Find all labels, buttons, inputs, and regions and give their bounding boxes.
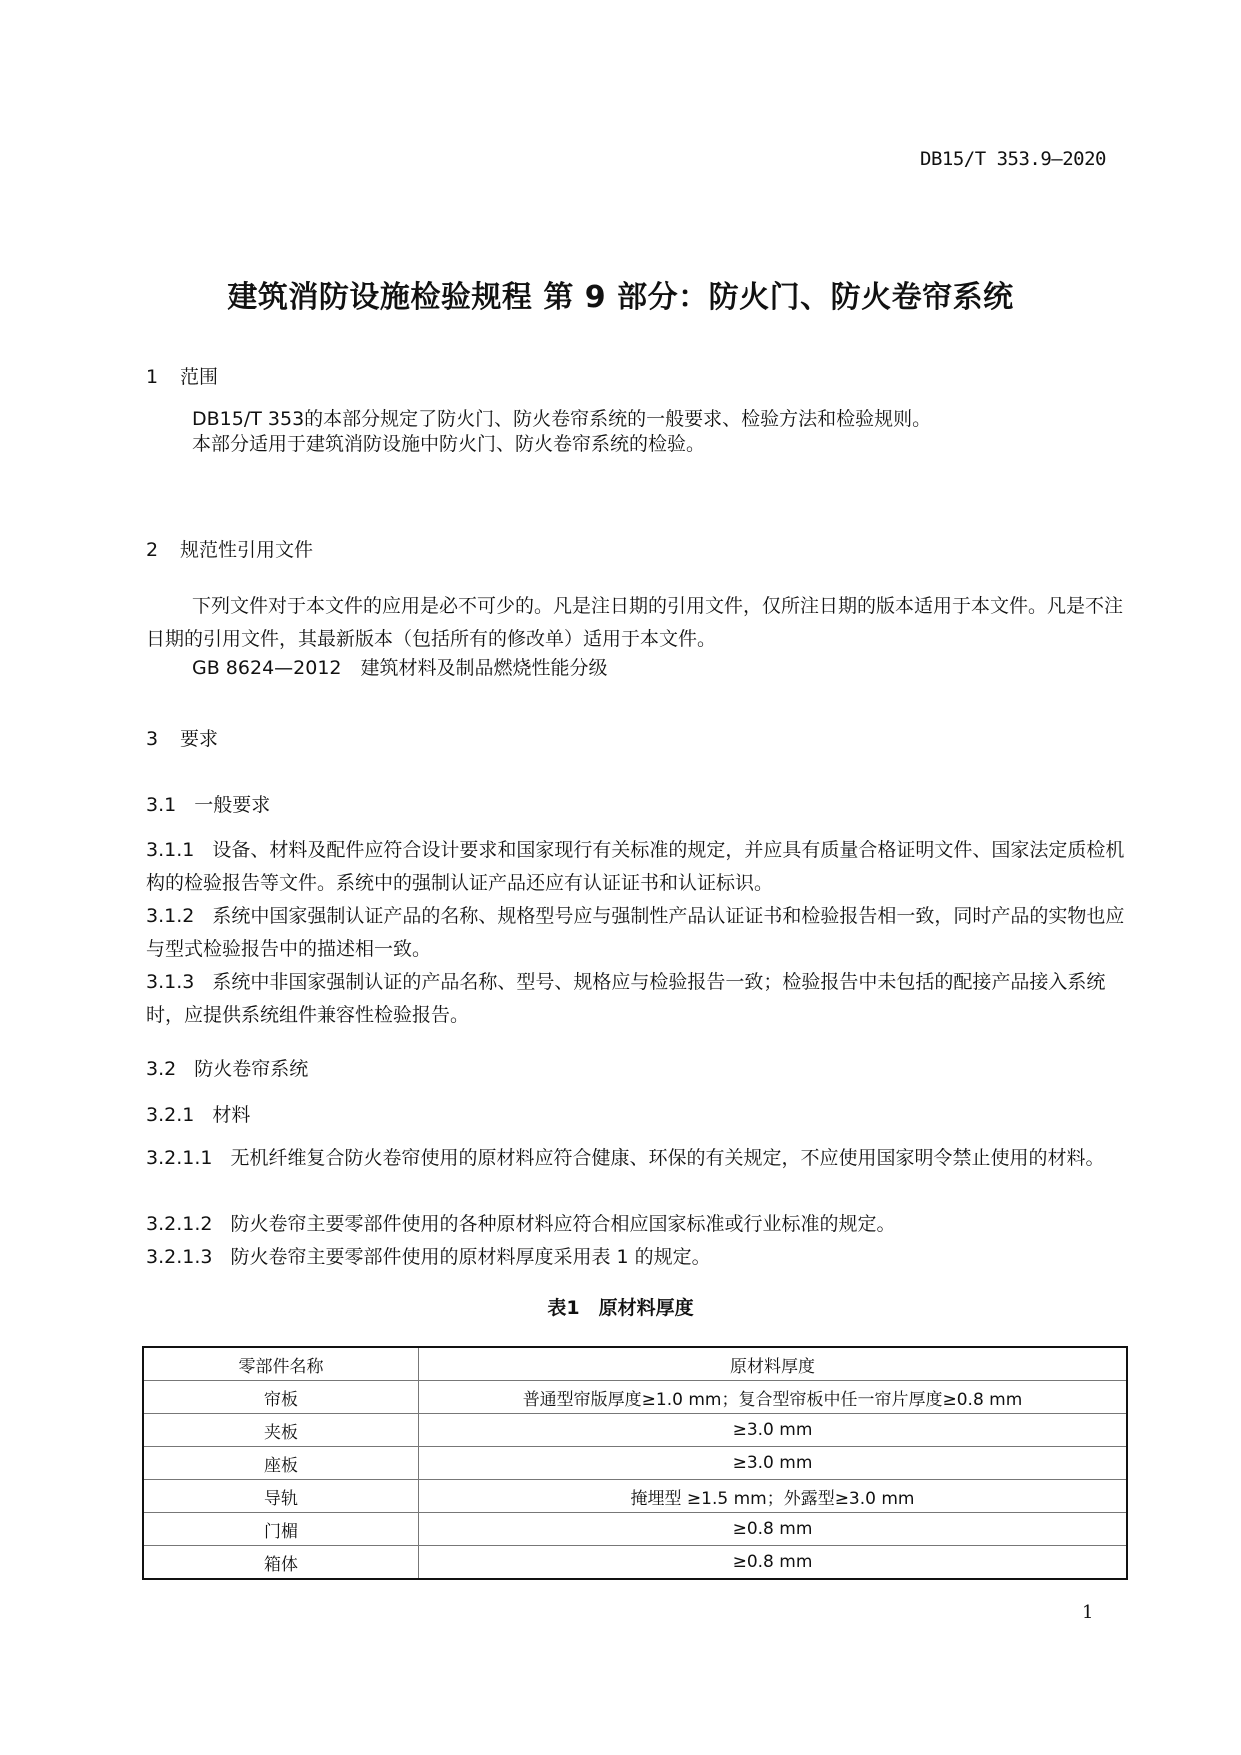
clause-3-1-1 (146, 834, 1126, 900)
section-number: 3.1 (146, 794, 177, 816)
clause-number: 3.1.3 (146, 971, 195, 993)
section-1-paragraph-1: DB15/T 353的本部分规定了防火门、防火卷帘系统的一般要求、检验方法和检验规则。 (192, 408, 932, 430)
part-name-cell: 帘板 (143, 1381, 419, 1414)
section-number: 1 (146, 366, 159, 388)
table-row (143, 1480, 1127, 1513)
table-row (143, 1546, 1127, 1580)
section-number: 3.2.1 (146, 1104, 195, 1126)
table-caption: 表1 原材料厚度 (547, 1297, 694, 1319)
clause-number: 3.1.1 (146, 839, 195, 861)
section-title: 要求 (180, 728, 219, 750)
section-number: 3.2 (146, 1058, 177, 1080)
part-name-cell: 门楣 (143, 1513, 419, 1546)
table-row (143, 1513, 1127, 1546)
section-number: 2 (146, 539, 159, 561)
normative-reference: GB 8624—2012 建筑材料及制品燃烧性能分级 (192, 657, 608, 679)
section-title: 范围 (180, 366, 219, 388)
clause-text: 系统中国家强制认证产品的名称、规格型号应与强制性产品认证证书和检验报告相一致，同时产品的实物也应与型式检验报告中的描述相一致。 (146, 905, 1125, 960)
clause-3-2-1-3 (146, 1241, 1126, 1274)
table-row (143, 1414, 1127, 1447)
section-1-heading (146, 362, 218, 389)
section-1-paragraph-2: 本部分适用于建筑消防设施中防火门、防火卷帘系统的检验。 (192, 433, 706, 455)
clause-number: 3.2.1.2 (146, 1213, 213, 1235)
part-name-cell: 座板 (143, 1447, 419, 1480)
section-number: 3 (146, 728, 159, 750)
part-name-cell: 箱体 (143, 1546, 419, 1580)
clause-text: 防火卷帘主要零部件使用的原材料厚度采用表 1 的规定。 (230, 1246, 711, 1268)
header-cell: 原材料厚度 (419, 1347, 1128, 1381)
section-3-1-heading (146, 790, 270, 817)
material-thickness-table (142, 1346, 1128, 1580)
clause-3-1-3 (146, 966, 1126, 1032)
document-code: DB15/T 353.9—2020 (920, 148, 1106, 170)
clause-number: 3.1.2 (146, 905, 195, 927)
thickness-cell: 普通型帘版厚度≥1.0 mm；复合型帘板中任一帘片厚度≥0.8 mm (419, 1381, 1128, 1414)
clause-3-2-1-2 (146, 1208, 1126, 1241)
section-2-heading (146, 535, 313, 562)
header-cell: 零部件名称 (143, 1347, 419, 1381)
page-number: 1 (1082, 1602, 1094, 1623)
clause-3-2-1-1 (146, 1142, 1126, 1175)
clause-text: 设备、材料及配件应符合设计要求和国家现行有关标准的规定，并应具有质量合格证明文件、国家法定质检机构的检验报告等文件。系统中的强制认证产品还应有认证证书和认证标识。 (146, 839, 1125, 894)
table-header-row (143, 1347, 1127, 1381)
section-2-paragraph: 下列文件对于本文件的应用是必不可少的。凡是注日期的引用文件，仅所注日期的版本适用于本文件。凡是不注日期的引用文件，其最新版本（包括所有的修改单）适用于本文件。 (146, 595, 1124, 650)
part-name-cell: 导轨 (143, 1480, 419, 1513)
thickness-cell: ≥0.8 mm (419, 1546, 1128, 1580)
section-3-heading (146, 724, 218, 751)
thickness-cell: ≥3.0 mm (419, 1414, 1128, 1447)
section-title: 防火卷帘系统 (194, 1058, 309, 1080)
clause-3-1-2 (146, 900, 1126, 966)
table-row (143, 1381, 1127, 1414)
section-title: 一般要求 (194, 794, 271, 816)
clause-text: 无机纤维复合防火卷帘使用的原材料应符合健康、环保的有关规定，不应使用国家明令禁止使用的材料。 (230, 1147, 1105, 1169)
clause-text: 防火卷帘主要零部件使用的各种原材料应符合相应国家标准或行业标准的规定。 (230, 1213, 896, 1235)
thickness-cell: ≥0.8 mm (419, 1513, 1128, 1546)
thickness-cell: ≥3.0 mm (419, 1447, 1128, 1480)
thickness-cell: 掩埋型 ≥1.5 mm；外露型≥3.0 mm (419, 1480, 1128, 1513)
section-title: 规范性引用文件 (180, 539, 314, 561)
clause-text: 系统中非国家强制认证的产品名称、型号、规格应与检验报告一致；检验报告中未包括的配接产品接入系统时，应提供系统组件兼容性检验报告。 (146, 971, 1106, 1026)
section-3-2-1-heading (146, 1100, 250, 1127)
page-title: 建筑消防设施检验规程 第 9 部分：防火门、防火卷帘系统 (227, 280, 1014, 315)
clause-number: 3.2.1.3 (146, 1246, 213, 1268)
part-name-cell: 夹板 (143, 1414, 419, 1447)
section-3-2-heading (146, 1054, 308, 1081)
section-title: 材料 (212, 1104, 251, 1126)
clause-number: 3.2.1.1 (146, 1147, 213, 1169)
table-row (143, 1447, 1127, 1480)
